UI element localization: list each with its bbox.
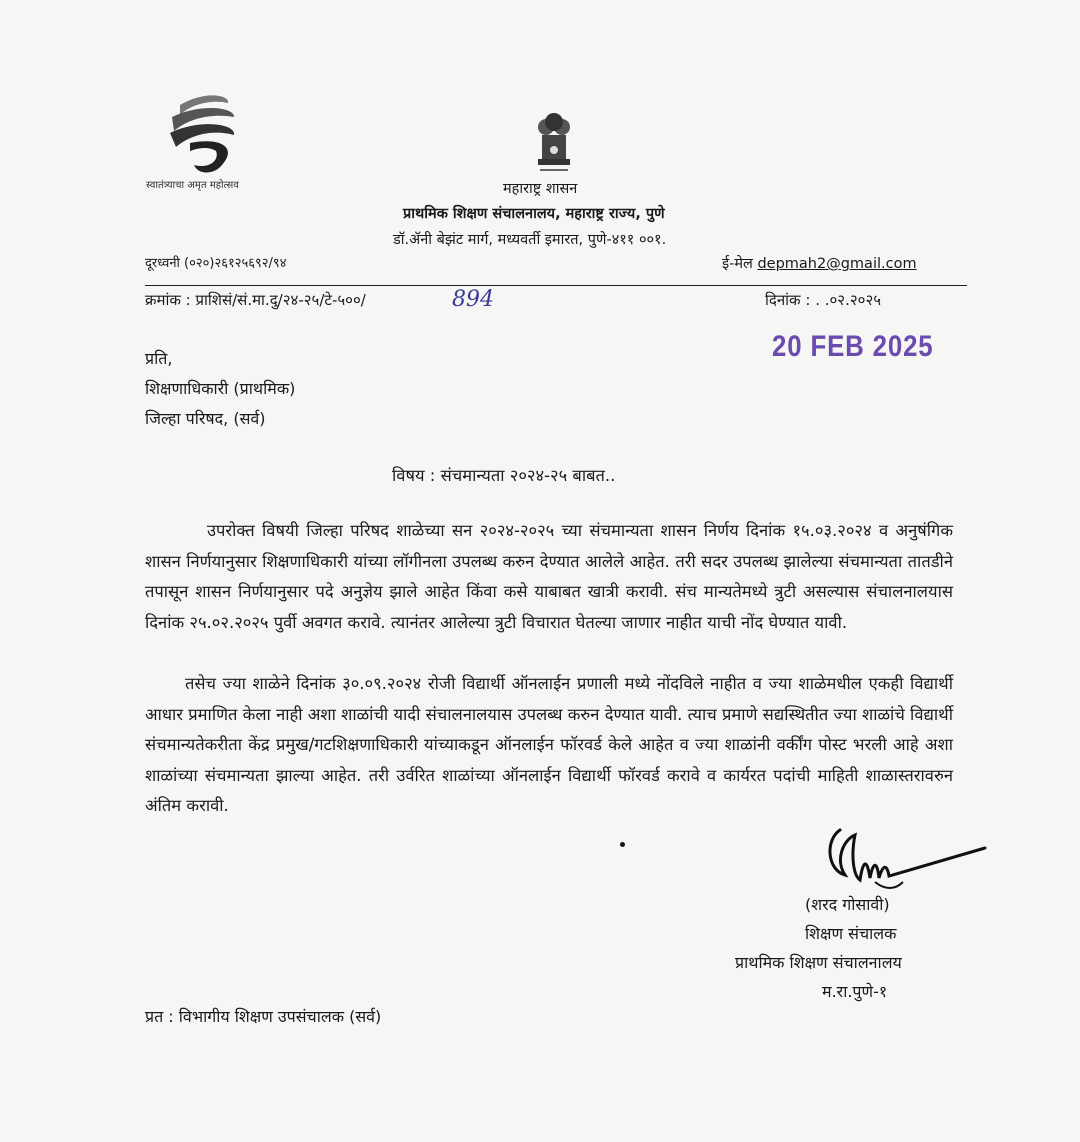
government-name: महाराष्ट्र शासन: [503, 181, 578, 197]
signatory-place: म.रा.पुणे-१: [822, 982, 888, 1001]
recipient-to: प्रति,: [145, 349, 173, 368]
subject-line: विषय : संचमान्यता २०२४-२५ बाबत..: [392, 466, 616, 485]
signatory-designation: शिक्षण संचालक: [805, 924, 897, 943]
recipient-line-1: शिक्षणाधिकारी (प्राथमिक): [145, 379, 296, 398]
copy-to: प्रत : विभागीय शिक्षण उपसंचालक (सर्व): [145, 1007, 382, 1026]
email-link[interactable]: depmah2@gmail.com: [757, 256, 917, 272]
signatory-office: प्राथमिक शिक्षण संचालनालय: [735, 953, 902, 972]
ink-dot: [620, 842, 625, 847]
date-stamp: 20 FEB 2025: [772, 330, 934, 363]
header-divider: [145, 285, 967, 286]
phone-number: दूरध्वनी (०२०)२६१२५६९२/९४: [145, 256, 287, 271]
date-line: [765, 290, 881, 310]
date-value: . .०२.२०२५: [815, 291, 882, 309]
body-paragraph-2: तसेच ज्या शाळेने दिनांक ३०.०९.२०२४ रोजी विद्यार्थी ऑनलाईन प्रणाली मध्ये नोंदविले नाहीत व ज्या शाळेमधील एकही विद्यार्थी आधार प्रमाणित केला नाही अशा शाळांची यादी संचालनालयास उपलब्ध करुन देण्यात यावी. त्याच प्रमाणे सद्यस्थितीत ज्या शाळांचे विद्यार्थी संचमान्यतेकरीता केंद्र प्रमुख/गटशिक्षणाधिकारी यांच्याकडून ऑनलाईन फॉरवर्ड केले आहेत व ज्या शाळांनी वर्कींग पोस्ट भरली आहे अशा शाळांच्या संचमान्यता झाल्या आहेत. तरी उर्वरित शाळांच्या ऑनलाईन विद्यार्थी फॉरवर्ड करावे व कार्यरत पदांची माहिती शाळास्तरावरुन अंतिम करावी.: [145, 674, 953, 815]
email-line: [722, 253, 917, 273]
office-name: प्राथमिक शिक्षण संचालनालय, महाराष्ट्र राज्य, पुणे: [403, 206, 665, 222]
ashoka-emblem-icon: [528, 105, 580, 177]
recipient-line-2: जिल्हा परिषद, (सर्व): [145, 409, 266, 428]
handwritten-ref-number: 894: [452, 287, 494, 312]
date-label: दिनांक :: [765, 291, 811, 309]
office-address: डॉ.ॲनी बेझंट मार्ग, मध्यवर्ती इमारत, पुणे-४११ ००१.: [393, 232, 667, 248]
signature-graphic: [815, 820, 995, 900]
logo-caption: स्वातंत्र्याचा अमृत महोत्सव: [146, 180, 239, 191]
signatory-name: (शरद गोसावी): [805, 895, 890, 914]
email-label: ई-मेल: [722, 256, 753, 272]
body-paragraph-1: उपरोक्त विषयी जिल्हा परिषद शाळेच्या सन २०२४-२०२५ च्या संचमान्यता शासन निर्णय दिनांक १५.०३.२०२४ व अनुषंगिक शासन निर्णयानुसार शिक्षणाधिकारी यांच्या लॉगीनला उपलब्ध करुन देण्यात आलेले आहेत. तरी सदर उपलब्ध झालेल्या संचमान्यता तातडीने तपासून शासन निर्णयानुसार पदे अनुज्ञेय झाले आहेत किंवा कसे याबाबत खात्री करावी. संच मान्यतेमध्ये त्रुटी असल्यास संचालनालयास दिनांक २५.०२.२०२५ पुर्वी अवगत करावे. त्यानंतर आलेल्या त्रुटी विचारात घेतल्या जाणार नाहीत याची नोंद घेण्यात यावी.: [145, 521, 953, 632]
reference-number: क्रमांक : प्राशिसं/सं.मा.दु/२४-२५/टे-५००/: [145, 291, 366, 309]
